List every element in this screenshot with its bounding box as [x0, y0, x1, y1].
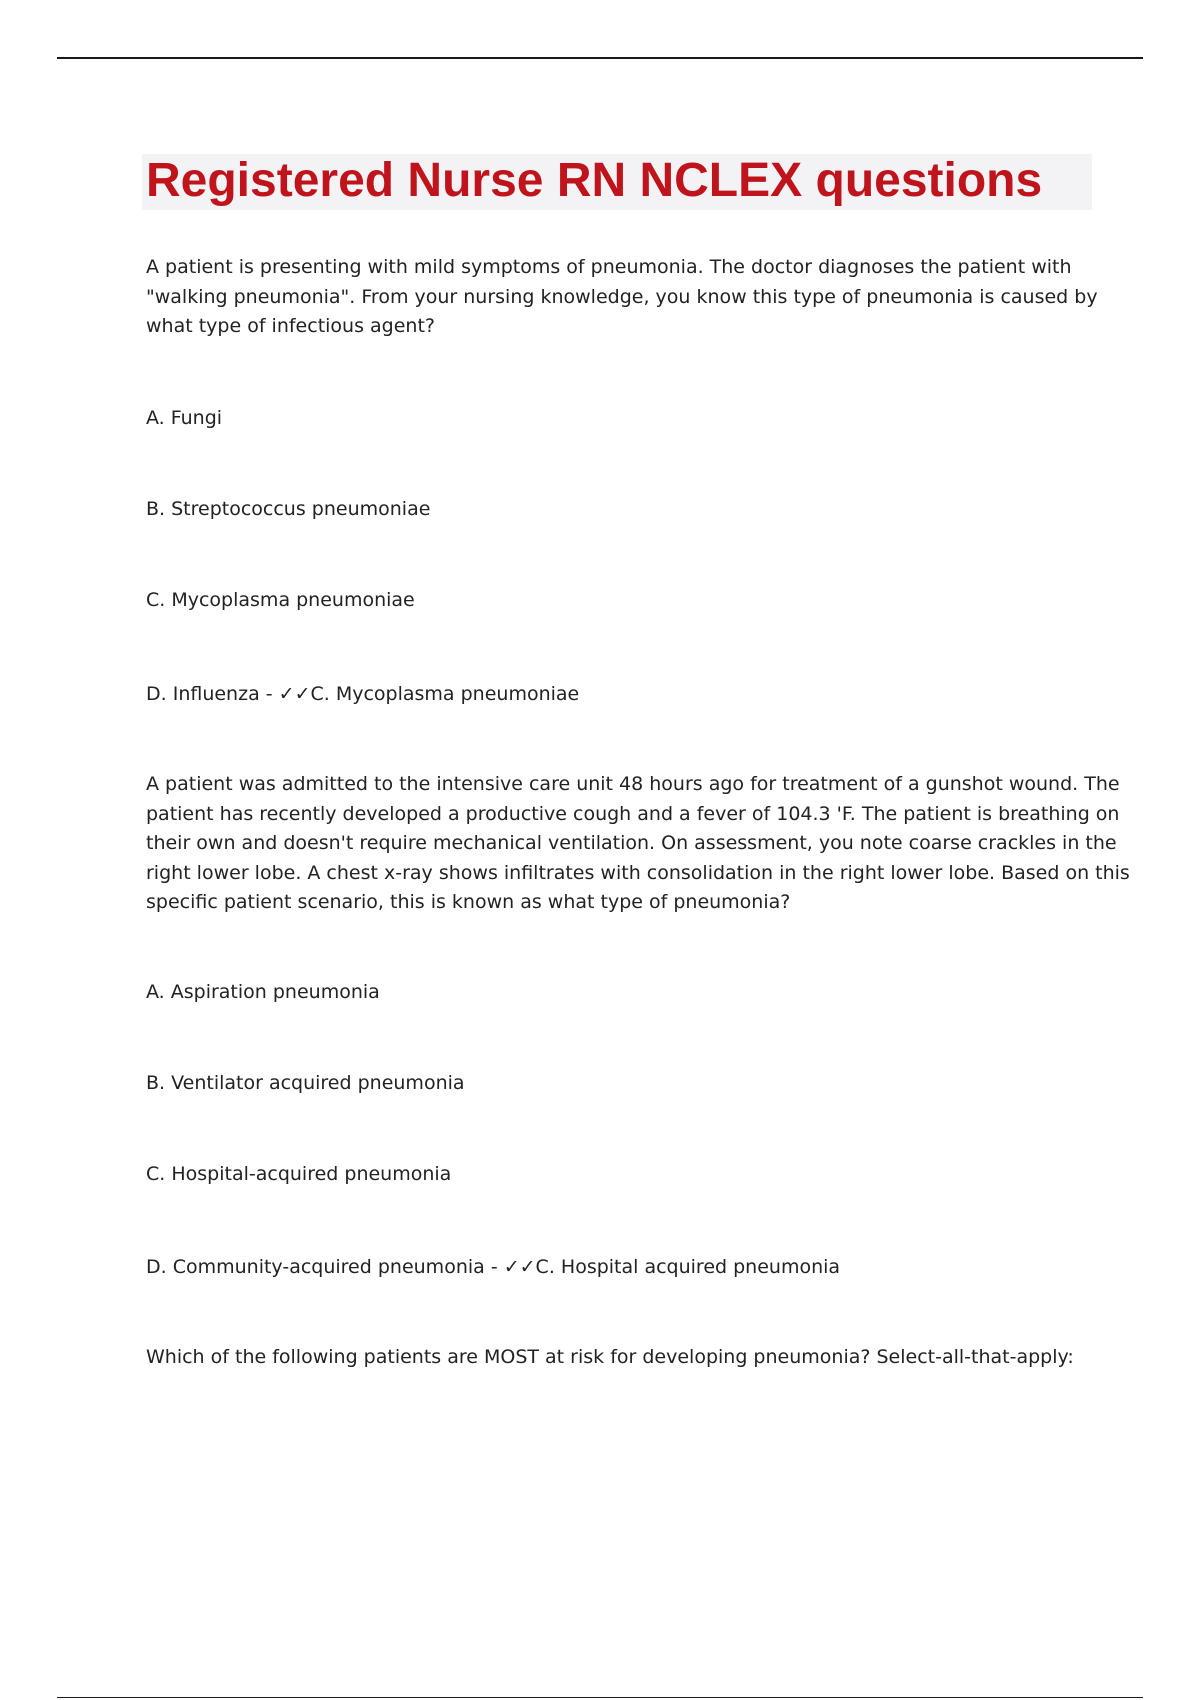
question-1-stem [146, 253, 1098, 342]
question-1-option-a: A. Fungi [146, 407, 223, 429]
stem-line: patient has recently developed a productive cough and a fever of 104.3 'F. The patient is breathing on [146, 802, 1120, 825]
footer-rule [57, 1697, 1143, 1698]
question-1-option-c: C. Mycoplasma pneumoniae [146, 589, 415, 611]
stem-line: "walking pneumonia". From your nursing knowledge, you know this type of pneumonia is caused by [146, 285, 1098, 308]
stem-line: specific patient scenario, this is known as what type of pneumonia? [146, 891, 791, 913]
question-1-option-b: B. Streptococcus pneumoniae [146, 498, 431, 520]
stem-line: A patient is presenting with mild symptoms of pneumonia. The doctor diagnoses the patient with [146, 256, 1072, 278]
question-2-stem [146, 770, 1130, 918]
question-2-option-d-answer: D. Community-acquired pneumonia - ✓✓C. Hospital acquired pneumonia [146, 1256, 841, 1278]
question-2-option-b: B. Ventilator acquired pneumonia [146, 1072, 465, 1094]
stem-line: right lower lobe. A chest x-ray shows infiltrates with consolidation in the right lower lobe. Based on this [146, 861, 1130, 884]
document-title: Registered Nurse RN NCLEX questions [146, 154, 1043, 207]
stem-line: A patient was admitted to the intensive care unit 48 hours ago for treatment of a gunshot wound. The [146, 773, 1120, 795]
stem-line: their own and doesn't require mechanical ventilation. On assessment, you note coarse crackles in the [146, 832, 1117, 854]
question-2-option-a: A. Aspiration pneumonia [146, 981, 380, 1003]
stem-line: Which of the following patients are MOST at risk for developing pneumonia? Select-all-that-apply: [146, 1346, 1074, 1368]
question-1-option-d-answer: D. Influenza - ✓✓C. Mycoplasma pneumoniae [146, 683, 580, 705]
question-2-option-c: C. Hospital-acquired pneumonia [146, 1163, 452, 1185]
question-3-stem [146, 1343, 1074, 1373]
stem-line: what type of infectious agent? [146, 315, 435, 337]
header-rule [57, 57, 1143, 59]
